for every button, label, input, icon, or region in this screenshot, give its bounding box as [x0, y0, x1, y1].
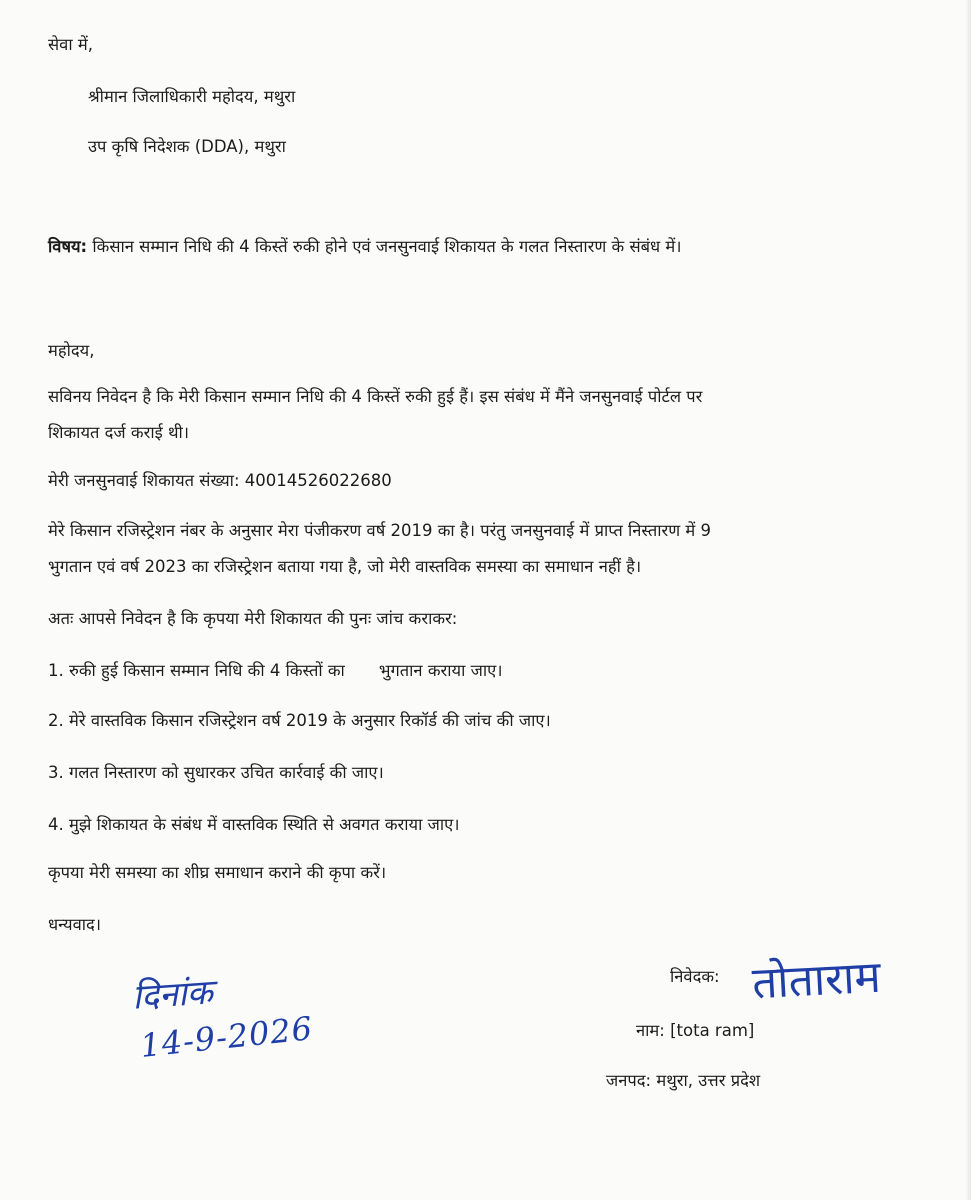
- request-number: 1.: [48, 661, 64, 680]
- complaint-label: मेरी जनसुनवाई शिकायत संख्या:: [48, 471, 240, 490]
- handwritten-signature: तोताराम: [750, 951, 883, 1010]
- request-text: गलत निस्तारण को सुधारकर उचित कार्रवाई की जाए।: [69, 763, 384, 782]
- request-number: 2.: [48, 711, 64, 730]
- request-item: [48, 710, 551, 732]
- thanks: धन्यवाद।: [48, 915, 102, 934]
- salutation: महोदय,: [48, 341, 95, 360]
- request-item: [48, 814, 460, 836]
- handwritten-date: 14-9-2026: [138, 1009, 315, 1065]
- request-text-continued: भुगतान कराया जाए।: [378, 661, 503, 680]
- subject-line: [48, 236, 682, 258]
- request-text: मुझे शिकायत के संबंध में वास्तविक स्थिति से अवगत कराया जाए।: [69, 815, 460, 834]
- subject-label: विषय:: [48, 237, 88, 256]
- request-item: [48, 762, 384, 784]
- para-1-line-2: शिकायत दर्ज कराई थी।: [48, 423, 190, 442]
- page-edge-shadow: [965, 0, 971, 1200]
- recipient-2: उप कृषि निदेशक (DDA), मथुरा: [88, 137, 286, 156]
- applicant-name: नाम: [tota ram]: [636, 1021, 755, 1040]
- applicant-label: निवेदक:: [670, 967, 720, 986]
- request-number: 4.: [48, 815, 64, 834]
- para-1-line-1: सविनय निवेदन है कि मेरी किसान सम्मान निधि की 4 किस्तें रुकी हुई हैं। इस संबंध में मैंने जनसुनवाई पोर्टल पर: [48, 387, 703, 406]
- subject-text: किसान सम्मान निधि की 4 किस्तें रुकी होने एवं जनसुनवाई शिकायत के गलत निस्तारण के संबंध में।: [92, 237, 682, 256]
- recipient-1: श्रीमान जिलाधिकारी महोदय, मथुरा: [88, 87, 296, 106]
- to-header: सेवा में,: [48, 35, 93, 54]
- para-2-line-1: मेरे किसान रजिस्ट्रेशन नंबर के अनुसार मेरा पंजीकरण वर्ष 2019 का है। परंतु जनसुनवाई में प्राप्त निस्तारण में 9: [48, 521, 712, 540]
- closing-request: कृपया मेरी समस्या का शीघ्र समाधान कराने की कृपा करें।: [48, 863, 387, 882]
- request-text: रुकी हुई किसान सम्मान निधि की 4 किस्तों का: [69, 661, 345, 680]
- request-text: मेरे वास्तविक किसान रजिस्ट्रेशन वर्ष 2019 के अनुसार रिकॉर्ड की जांच की जाए।: [69, 711, 551, 730]
- applicant-district: जनपद: मथुरा, उत्तर प्रदेश: [606, 1071, 761, 1090]
- handwritten-date-label: दिनांक: [130, 972, 215, 1018]
- request-number: 3.: [48, 763, 64, 782]
- complaint-line: [48, 470, 392, 492]
- request-intro: अतः आपसे निवेदन है कि कृपया मेरी शिकायत की पुनः जांच कराकर:: [48, 609, 458, 628]
- para-2-line-2: भुगतान एवं वर्ष 2023 का रजिस्ट्रेशन बताया गया है, जो मेरी वास्तविक समस्या का समाधान नहीं है।: [48, 557, 642, 576]
- request-item: [48, 660, 503, 682]
- complaint-number: 40014526022680: [244, 471, 392, 490]
